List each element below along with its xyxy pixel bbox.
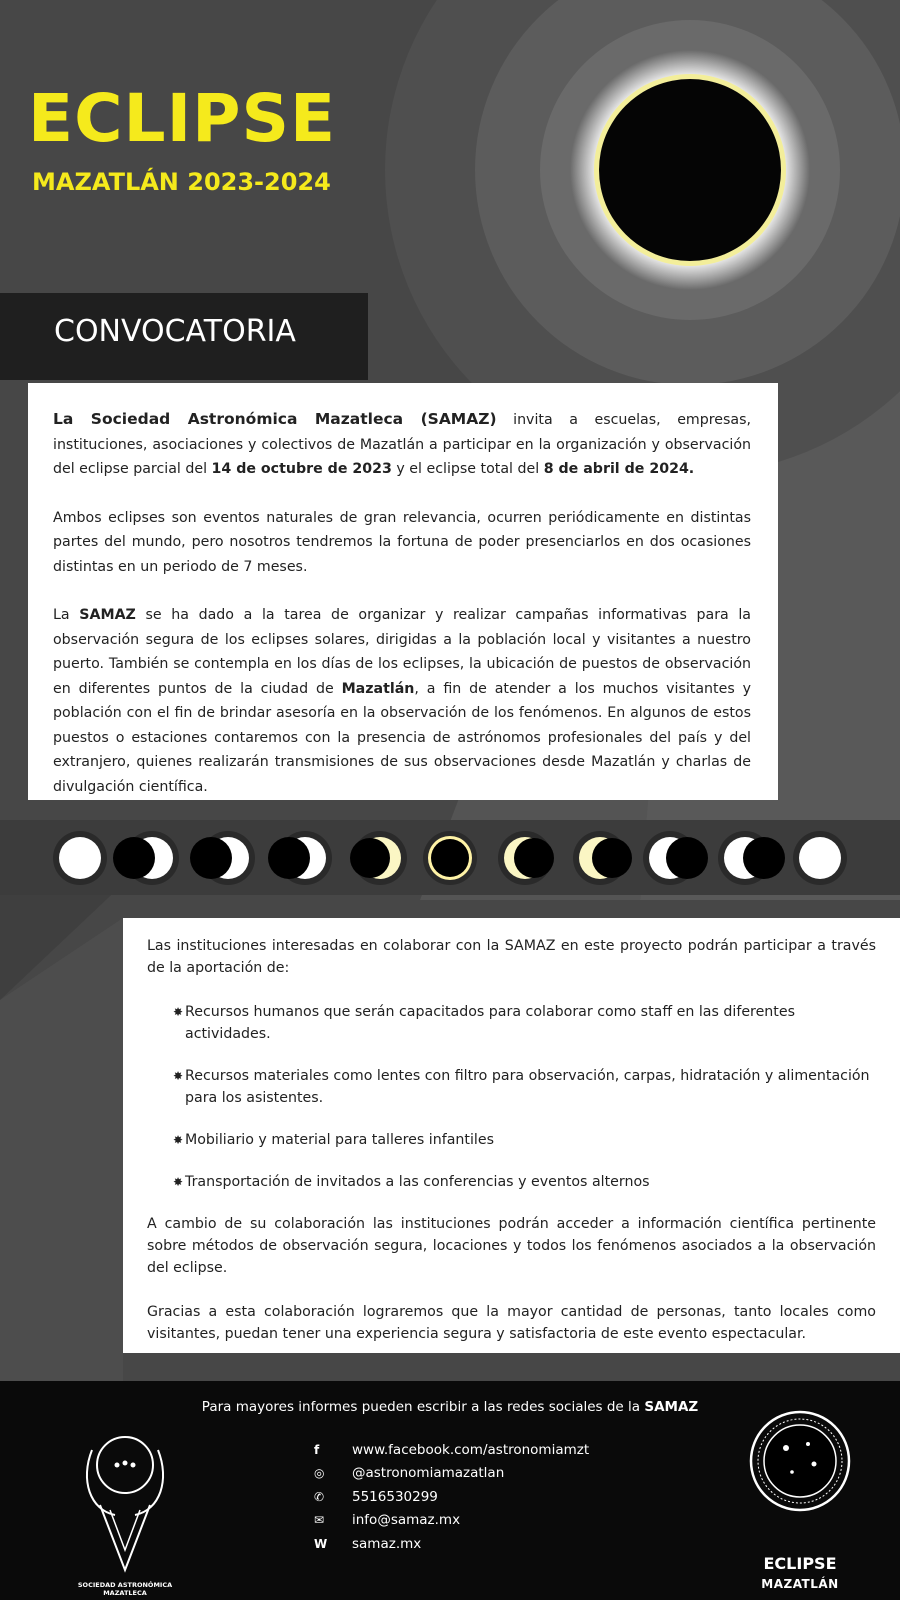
phase-1	[53, 831, 107, 885]
intro-paragraph-1: La Sociedad Astronómica Mazatleca (SAMAZ) invita a escuelas, empresas, instituciones, asociaciones y colectivos de Mazatlán a participar en la organización y observación del eclipse parcial del 14 de octubre de 2023 y el eclipse total del 8 de abril de 2024.	[53, 410, 751, 477]
web-icon: W	[314, 1536, 328, 1551]
collab-benefit: A cambio de su colaboración las instituciones podrán acceder a información científica pertinente sobre métodos de observación segura, locaciones y todos los fenómenos asociados a la observación del eclipse.	[147, 1216, 876, 1276]
collaboration-card	[123, 918, 900, 1353]
intro-card	[28, 383, 778, 800]
mazatlan-logo-word: MAZATLÁN	[761, 1577, 839, 1591]
contact-instagram[interactable]	[310, 1462, 589, 1486]
contact-list	[310, 1438, 589, 1556]
intro-paragraph-2: Ambos eclipses son eventos naturales de gran relevancia, ocurren periódicamente en distintas partes del mundo, pero nosotros tendremos la fortuna de poder presenciarlos en dos ocasiones distintas en un periodo de 7 meses.	[53, 509, 751, 575]
facebook-link[interactable]: www.facebook.com/astronomiamzt	[352, 1441, 590, 1458]
eclipse-subtitle: MAZATLÁN 2023-2024	[32, 168, 331, 196]
footer-note: Para mayores informes pueden escribir a las redes sociales de la SAMAZ	[201, 1399, 699, 1415]
contact-facebook[interactable]	[310, 1438, 589, 1462]
eclipse-moon	[599, 79, 781, 261]
bullet-icon: ✸	[173, 1069, 184, 1083]
eclipse-logo-word: ECLIPSE	[763, 1554, 837, 1573]
collab-closing: Gracias a esta colaboración lograremos que la mayor cantidad de personas, tanto locales como visitantes, puedan tener una experiencia segura y satisfactoria de este evento espectacular.	[147, 1304, 876, 1342]
partial-eclipse-date: 14 de octubre de 2023	[211, 461, 392, 477]
intro-paragraph-3: La SAMAZ se ha dado a la tarea de organizar y realizar campañas informativas para la observación segura de los eclipses solares, dirigidas a la población local y visitantes a nuestro puerto. También se contempla en los días de los eclipses, la ubicación de puestos de observación en diferentes puntos de la ciudad de Mazatlán, a fin de atender a los muchos visitantes y población con el fin de brindar asesoría en la observación de los fenómenos. En algunos de estos puestos o estaciones contaremos con la presencia de astrónomos profesionales del país y del extranjero, quienes realizarán transmisiones de sus observaciones desde Mazatlán y charlas de divulgación científica.	[53, 607, 752, 795]
total-eclipse-date: 8 de abril de 2024.	[543, 461, 695, 477]
convocatoria-label: CONVOCATORIA	[54, 314, 296, 349]
email-address[interactable]: info@samaz.mx	[352, 1512, 461, 1529]
whatsapp-icon: ✆	[314, 1489, 325, 1504]
bullet-icon: ✸	[173, 1175, 184, 1189]
collab-lead: Las instituciones interesadas en colaborar con la SAMAZ en este proyecto podrán participar a través de la aportación de:	[147, 938, 876, 976]
bullet-icon: ✸	[173, 1005, 184, 1019]
eclipse-mazatlan-logo	[748, 1406, 852, 1566]
contact-email[interactable]	[310, 1509, 589, 1533]
list-item: ✸ Recursos materiales como lentes con filtro para observación, carpas, hidratación y alimentación para los asistentes.	[175, 1065, 876, 1109]
facebook-icon: f	[314, 1442, 320, 1457]
phase-6	[423, 831, 477, 885]
contact-whatsapp[interactable]	[310, 1485, 589, 1509]
contact-web[interactable]	[310, 1532, 589, 1556]
eclipse-title: ECLIPSE	[28, 80, 337, 157]
whatsapp-number[interactable]: 5516530299	[352, 1488, 438, 1505]
samaz-name: La Sociedad Astronómica Mazatleca (SAMAZ)	[53, 410, 497, 428]
instagram-handle[interactable]: @astronomiamazatlan	[352, 1465, 505, 1482]
web-link[interactable]: samaz.mx	[352, 1535, 422, 1552]
contribution-list	[147, 1001, 876, 1193]
list-item: ✸ Mobiliario y material para talleres infantiles	[175, 1129, 876, 1151]
phase-11	[793, 831, 847, 885]
samaz-logo-text: SOCIEDAD ASTRONÓMICA MAZATLECA	[77, 1581, 173, 1597]
samaz-logo	[70, 1410, 180, 1580]
instagram-icon: ◎	[314, 1466, 325, 1481]
list-item: ✸ Transportación de invitados a las conferencias y eventos alternos	[175, 1171, 876, 1193]
bullet-icon: ✸	[173, 1133, 184, 1147]
email-icon: ✉	[314, 1513, 325, 1528]
list-item: ✸ Recursos humanos que serán capacitados para colaborar como staff en las diferentes actividades.	[175, 1001, 876, 1045]
